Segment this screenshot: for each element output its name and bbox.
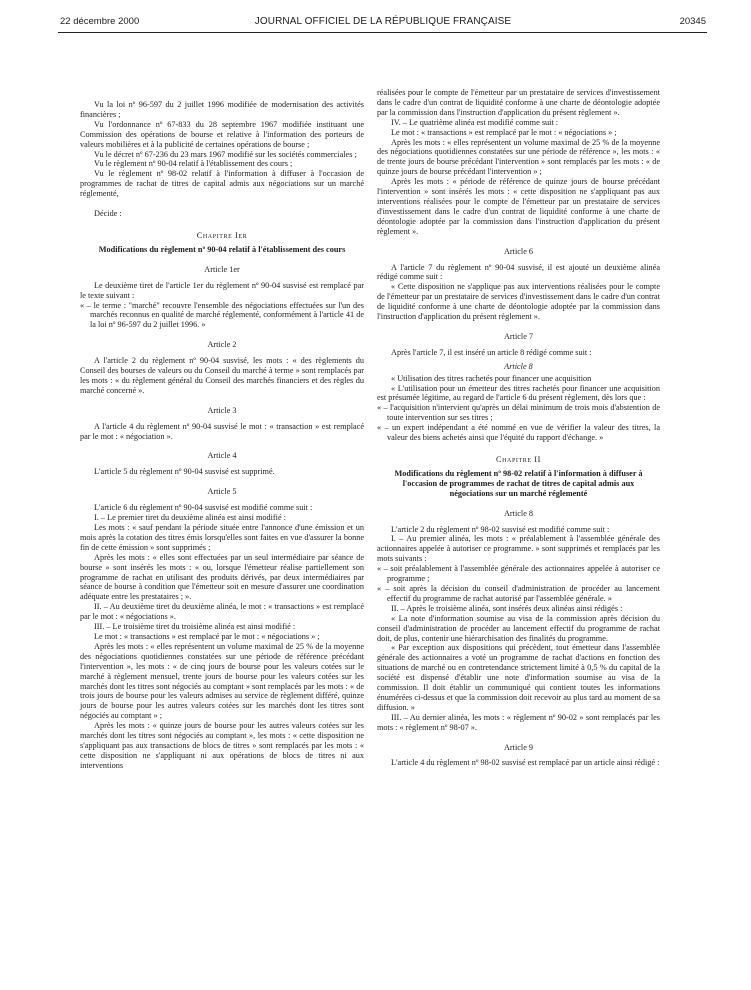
article-8b-dash: « – soit préalablement à l'assemblée générale des actionnaires appelée à autoriser ce programme ; <box>377 564 660 584</box>
header-journal-title: JOURNAL OFFICIEL DE LA RÉPUBLIQUE FRANÇAISE <box>254 16 512 27</box>
section-iv-paragraph: Après les mots : « elles représentent un volume maximal de 25 % de la moyenne des négociations quotidiennes constatées sur une période de référence », les mots : « de trente jours de bourse précédant l'intervention » sont remplacés par les mots : « de quinze jours de bourse précédant l'intervention » ; <box>377 137 660 177</box>
section-iv-paragraph: Après les mots : « période de référence de quinze jours de bourse précédant l'intervention » sont insérés les mots : « cette disposition ne s'appliquant pas aux interventions réalisées pour le compte de l'émetteur par un prestataire de services d'investissement dans le cadre d'un contrat de liquidité conforme à une charte de déontologie adoptée par la commission dans l'instruction d'application du présent règlement ». <box>377 177 660 236</box>
right-column <box>377 88 660 768</box>
chapter-1-title: Modifications du règlement nº 90-04 relatif à l'établissement des cours <box>98 244 346 254</box>
article-6-intro: A l'article 7 du règlement nº 90-04 susvisé, il est ajouté un deuxième alinéa rédigé comme suit : <box>377 262 660 282</box>
article-1-intro: Le deuxième tiret de l'article 1er du règlement nº 90-04 susvisé est remplacé par le texte suivant : <box>80 280 364 300</box>
article-5-paragraph: II. – Au deuxième tiret du deuxième alinéa, le mot : « transactions » est remplacé par le mot : « négociations ». <box>80 602 364 622</box>
article-2-text: A l'article 2 du règlement nº 90-04 susvisé, les mots : « des règlements du Conseil des bourses de valeurs ou du Conseil du marché à terme » sont remplacés par les mots : « du règlement général du Conseil des marchés financiers et des règles du marché concerné ». <box>80 356 364 395</box>
article-8-text: « L'utilisation pour un émetteur des titres rachetés pour financer une acquisition est présumée légitime, au regard de l'article 6 du présent règlement, dès lors que : <box>377 383 660 403</box>
header-rule <box>58 32 707 33</box>
article-9-label: Article 9 <box>503 742 534 752</box>
article-8b-section-i: I. – Au premier alinéa, les mots : « préalablement à l'assemblée générale des actionnaires appelée à autoriser ce programme. » sont supprimés et remplacés par les mots suivants : <box>377 534 660 564</box>
article-1-label: Article 1er <box>204 264 240 274</box>
article-3-label: Article 3 <box>207 405 237 415</box>
visa-paragraph: Vu le décret nº 67-236 du 23 mars 1967 modifié sur les sociétés commerciales ; <box>94 149 357 159</box>
header-page-number: 20345 <box>679 16 706 27</box>
article-7-label: Article 7 <box>503 331 534 341</box>
article-8b-section-ii: II. – Après le troisième alinéa, sont insérés deux alinéas ainsi rédigés : <box>391 603 623 613</box>
article-8b-dash: « – soit après la décision du conseil d'administration de procéder au lancement effectif du programme de rachat autorisé par l'assemblée générale. » <box>377 583 660 603</box>
article-8-dash: « – l'acquisition n'intervient qu'après un délai minimum de trois mois d'abstention de toute intervention sur ses titres ; <box>377 403 660 423</box>
article-5-paragraph: Après les mots : « quinze jours de bourse pour les autres valeurs cotées sur les marchés dont les titres sont négociés au comptant », les mots : « cette disposition ne s'appliquant pas aux transactions de blocs de titres » sont remplacés par les mots : « cette disposition ne s'appliquant ni aux opérations de blocs de titres ni aux interventions <box>80 721 364 770</box>
article-5-paragraph: L'article 6 du règlement nº 90-04 susvisé est modifié comme suit : <box>94 503 313 513</box>
article-9-intro: L'article 4 du règlement nº 98-02 susvisé est remplacé par un article ainsi rédigé : <box>391 758 660 768</box>
article-5-paragraph: Après les mots : « elles sont effectuées par un seul intermédiaire par séance de bourse » sont insérés les mots : « ou, lorsque l'émetteur réalise partiellement son programme de rachat en utilisant des produits dérivés, par deux intermédiaires par séance de bourse à condition que l'émetteur soit en mesure d'assurer une coordination adéquate entre les prestataires ; ». <box>80 552 364 602</box>
section-iv-paragraph: Le mot : « transactions » est remplacé par le mot : « négociations » ; <box>391 127 617 137</box>
article-2-label: Article 2 <box>207 340 237 350</box>
article-8-title: « Utilisation des titres rachetés pour financer une acquisition <box>391 373 592 383</box>
chapter-2-title: Modifications du règlement nº 98-02 relatif à l'information à diffuser à l'occasion de programmes de rachat de titres de capital admis aux négociations sur un marché réglementé <box>394 468 643 498</box>
article-8b-label: Article 8 <box>503 508 534 518</box>
article-6-quote: « Cette disposition ne s'applique pas aux interventions réalisées pour le compte de l'émetteur par un prestataire de services d'investissement dans le cadre d'un contrat de liquidité conforme à une charte de déontologie adoptée par la commission dans l'instruction d'application du présent règlement ». <box>377 282 660 322</box>
article-5-paragraph: Après les mots : « elles représentent un volume maximal de 25 % de la moyenne des négociations quotidiennes constatées sur une période de référence précédant l'intervention », les mots : « de cinq jours de bourse pour les valeurs cotées sur le marché à règlement mensuel, trente jours de bourse pour les valeurs cotées sur les marchés dont les titres sont négociés au comptant » sont remplacés par les mots : « de trois jours de bourse pour les valeurs admises au service de règlement différé, quinze jours de bourse pour les autres valeurs cotées sur les marchés dont les titres sont négociés au comptant » ; <box>80 641 364 721</box>
article-5-paragraph: Les mots : « sauf pendant la période située entre l'annonce d'une émission et un mois après la cotation des titres émis lorsqu'elles sont faites en vue d'assurer la bonne fin de cette émission » sont supprimés ; <box>80 523 364 552</box>
article-8b-section-iii: III. – Au dernier alinéa, les mots : « règlement nº 90-02 » sont remplacés par les mots : « règlement nº 98-07 ». <box>377 712 660 732</box>
visa-paragraph: Vu l'ordonnance nº 67-833 du 28 septembre 1967 modifiée instituant une Commission des opérations de bourse et relative à l'information des porteurs de valeurs mobilières et à la publicité de certaines opérations de bourse ; <box>80 119 364 149</box>
chapter-2-label: Chapitre II <box>496 455 541 464</box>
article-3-text: A l'article 4 du règlement nº 90-04 susvisé le mot : « transaction » est remplacé par le mot : « négociation ». <box>80 421 364 441</box>
page-header <box>60 16 706 32</box>
header-date: 22 décembre 2000 <box>60 16 140 27</box>
article-8-italic-label: Article 8 <box>504 361 533 371</box>
article-5-paragraph: III. – Le troisième tiret du troisième alinéa est ainsi modifié : <box>94 622 296 632</box>
visa-paragraph: Vu le règlement nº 98-02 relatif à l'information à diffuser à l'occasion de programmes de rachat de titres de capital admis aux négociations sur un marché réglementé, <box>80 169 364 199</box>
article-8b-intro: L'article 2 du règlement nº 98-02 susvisé est modifié comme suit : <box>391 524 610 534</box>
decide-line: Décide : <box>94 209 122 219</box>
article-5-paragraph: I. – Le premier tiret du deuxième alinéa est ainsi modifié : <box>94 513 286 523</box>
article-5-paragraph: Le mot : « transactions » est remplacé par le mot : « négociations » ; <box>94 631 320 641</box>
article-7-intro: Après l'article 7, il est inséré un article 8 rédigé comme suit : <box>391 347 592 357</box>
section-iv-paragraph: IV. – Le quatrième alinéa est modifié comme suit : <box>391 117 559 127</box>
article-6-label: Article 6 <box>503 246 534 256</box>
chapter-1-label: Chapitre Ier <box>196 230 248 240</box>
article-4-label: Article 4 <box>207 451 237 461</box>
visa-paragraph: Vu le règlement nº 90-04 relatif à l'établissement des cours ; <box>94 159 293 169</box>
continuation-paragraph: réalisées pour le compte de l'émetteur par un prestataire de services d'investissement dans le cadre d'un contrat de liquidité conforme à une charte de déontologie adoptée par la commission dans l'instruction d'application du présent règlement ». <box>377 88 660 117</box>
article-8b-quote: « Par exception aux dispositions qui précèdent, tout émetteur dans l'assemblée générale des actionnaires a voté un programme de rachat d'actions en fonction des situations de marché ou en contretendance strictement limité à 0,5 % du capital de la société est dispensé d'établir une note d'information soumise au visa de la commission. Il doit établir un communiqué qui contient toutes les informations énumérées ci-dessus et que la commission doit recevoir au plus tard au moment de sa diffusion. » <box>377 643 660 712</box>
article-1-dash: « – le terme : "marché" recouvre l'ensemble des négociations effectuées sur l'un des marchés reconnus en qualité de marché réglementé, conformément à l'article 41 de la loi nº 96-597 du 2 juillet 1996. » <box>80 300 364 330</box>
visa-paragraph: Vu la loi nº 96-597 du 2 juillet 1996 modifiée de modernisation des activités financières ; <box>80 100 364 119</box>
left-column <box>80 100 364 771</box>
article-4-text: L'article 5 du règlement nº 90-04 susvisé est supprimé. <box>94 467 275 477</box>
article-8-dash: « – un expert indépendant a été nommé en vue de vérifier la valeur des titres, la valeur des biens achetés ainsi que l'équité du rapport d'échange. » <box>377 423 660 443</box>
article-5-label: Article 5 <box>207 487 237 497</box>
article-8b-quote: « La note d'information soumise au visa de la commission après décision du conseil d'administration de procéder au lancement effectif du programme de rachat doit, de plus, contenir une hiérarchisation des finalités du programme. <box>377 613 660 643</box>
